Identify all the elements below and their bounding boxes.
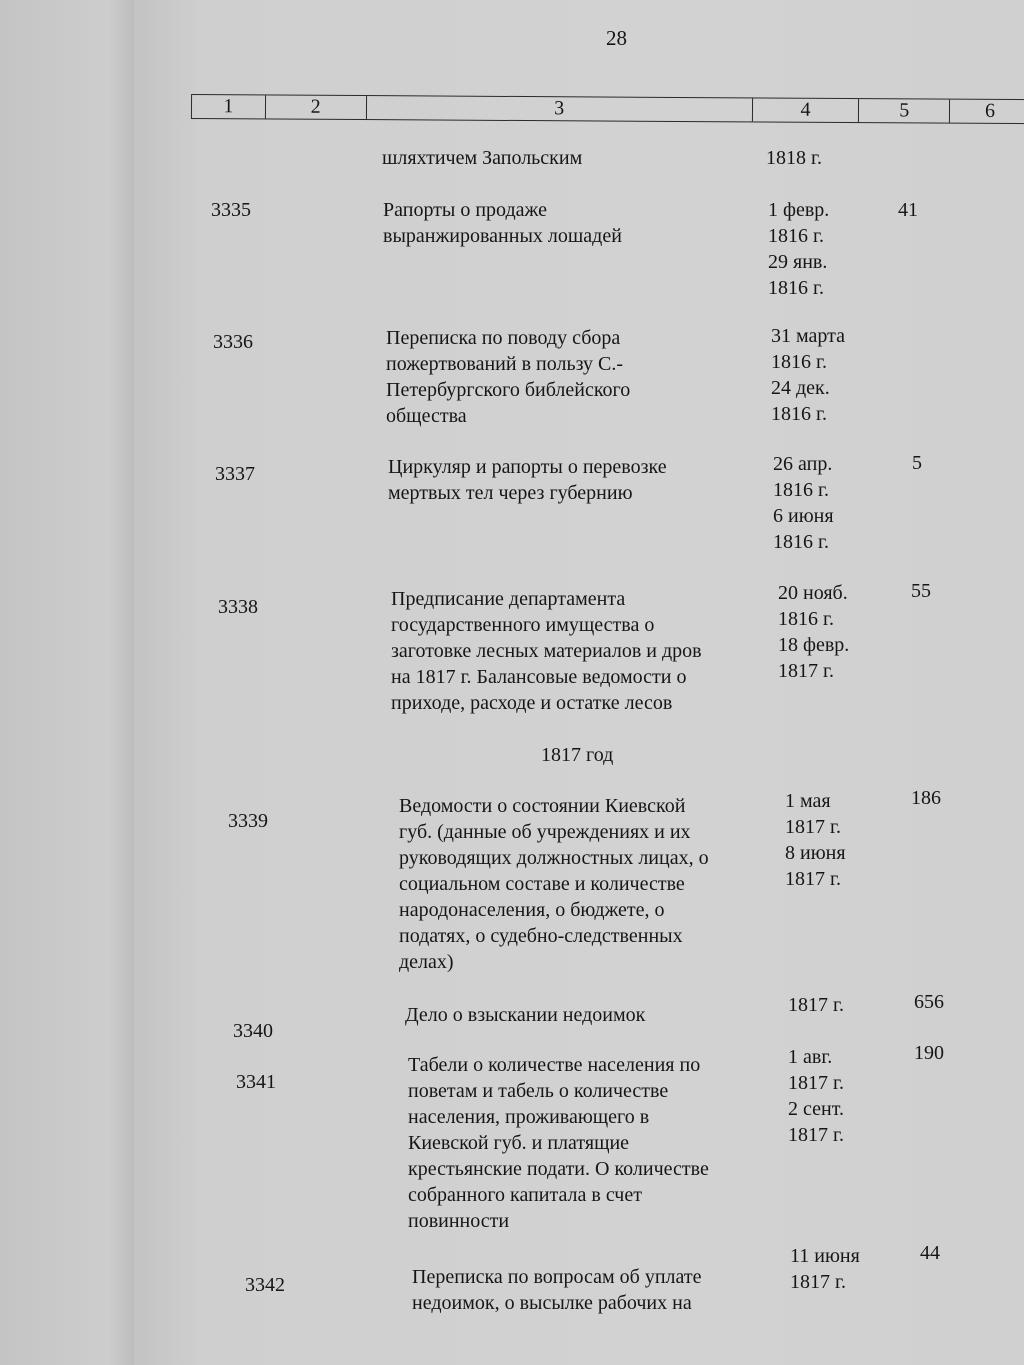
entry-description	[391, 586, 702, 716]
entry-description	[383, 197, 622, 249]
page-number: 28	[606, 26, 627, 50]
entry-sheets: 44	[920, 1242, 940, 1264]
description-line: губ. (данные об учреждениях и их	[399, 821, 691, 843]
date-line: 1817 г.	[788, 1124, 844, 1146]
description-line: приходе, расходе и остатке лесов	[391, 692, 673, 714]
column-header-6: 6	[985, 99, 996, 122]
column-header-1: 1	[192, 95, 266, 118]
date-line: 11 июня	[790, 1245, 860, 1267]
description-line: недоимок, о высылке рабочих на	[412, 1292, 692, 1314]
description-line: Ведомости о состоянии Киевской	[399, 795, 686, 817]
continuation-date: 1818 г.	[766, 147, 822, 169]
entry-sheets: 186	[911, 787, 941, 809]
description-line: мертвых тел через губернию	[388, 482, 633, 504]
date-line: 29 янв.	[768, 251, 828, 273]
description-line: народонаселения, о бюджете, о	[399, 899, 665, 921]
column-header-5: 5	[859, 99, 950, 123]
date-line: 31 марта	[771, 325, 845, 347]
date-line: 24 дек.	[771, 377, 830, 399]
description-line: населения, проживающего в	[408, 1106, 650, 1128]
entry-sheets: 656	[914, 991, 944, 1013]
date-line: 1817 г.	[788, 1072, 844, 1094]
description-line: Переписка по поводу сбора	[386, 327, 621, 349]
description-line: заготовке лесных материалов и дров	[391, 640, 702, 662]
description-line: Циркуляр и рапорты о перевозке	[388, 456, 667, 478]
date-line: 1816 г.	[778, 608, 834, 630]
entry-dates	[771, 323, 845, 427]
entry-number: 3338	[218, 596, 258, 618]
date-line: 1817 г.	[778, 660, 834, 682]
entry-number: 3336	[213, 331, 253, 353]
date-line: 1816 г.	[771, 351, 827, 373]
description-line: Предписание департамента	[391, 588, 626, 610]
date-line: 1816 г.	[768, 225, 824, 247]
entry-dates	[773, 451, 834, 555]
left-page-edge	[0, 0, 134, 1365]
section-heading-year: 1817 год	[541, 744, 614, 766]
column-header-3: 3	[367, 96, 753, 121]
description-line: крестьянские подати. О количестве	[408, 1158, 709, 1180]
entry-number: 3335	[211, 199, 251, 221]
description-line: руководящих должностных лицах, о	[399, 847, 709, 869]
date-line: 8 июня	[785, 842, 846, 864]
entry-dates	[778, 580, 849, 684]
description-line: пожертвований в пользу С.-	[386, 353, 624, 375]
entry-description	[408, 1052, 709, 1234]
description-line: Переписка по вопросам об уплате	[412, 1266, 702, 1288]
date-line: 1816 г.	[771, 403, 827, 425]
column-header-4: 4	[753, 98, 860, 122]
description-line: поветам и табель о количестве	[408, 1080, 669, 1102]
description-line: Петербургского библейского	[386, 379, 631, 401]
date-line: 2 сент.	[788, 1098, 844, 1120]
continuation-description: шляхтичем Запольским	[382, 147, 583, 169]
entry-dates	[788, 992, 844, 1018]
date-line: 18 февр.	[778, 634, 850, 656]
entry-dates	[790, 1243, 860, 1295]
date-line: 1816 г.	[773, 479, 829, 501]
date-line: 1816 г.	[768, 277, 824, 299]
entry-description	[386, 325, 630, 429]
date-line: 1816 г.	[773, 531, 829, 553]
entry-description	[399, 793, 709, 975]
entry-number: 3342	[245, 1274, 285, 1296]
description-line: на 1817 г. Балансовые ведомости о	[391, 666, 687, 688]
date-line: 20 нояб.	[778, 582, 848, 604]
entry-number: 3339	[228, 810, 268, 832]
entry-dates	[768, 197, 829, 301]
description-line: собранного капитала в счет	[408, 1184, 642, 1206]
entry-sheets: 190	[914, 1042, 944, 1064]
entry-description	[388, 454, 667, 506]
description-line: Табели о количестве населения по	[408, 1054, 701, 1076]
description-line: выранжированных лошадей	[383, 225, 622, 247]
description-line: Дело о взыскании недоимок	[405, 1004, 646, 1026]
date-line: 1 авг.	[788, 1046, 833, 1068]
entry-number: 3341	[236, 1071, 276, 1093]
entry-description	[412, 1264, 701, 1316]
description-line: Киевской губ. и платящие	[408, 1132, 630, 1154]
description-line: социальном составе и количестве	[399, 873, 685, 895]
description-line: податях, о судебно-следственных	[399, 925, 683, 947]
date-line: 1817 г.	[788, 994, 844, 1016]
description-line: государственного имущества о	[391, 614, 655, 636]
column-header-row	[191, 94, 1024, 124]
entry-sheets: 41	[898, 199, 918, 221]
date-line: 1817 г.	[790, 1271, 846, 1293]
entry-number: 3340	[233, 1020, 273, 1042]
entry-dates	[785, 788, 846, 892]
entry-number: 3337	[215, 463, 255, 485]
description-line: делах)	[399, 951, 454, 973]
description-line: общества	[386, 405, 467, 427]
date-line: 1817 г.	[785, 816, 841, 838]
entry-description	[405, 1002, 645, 1028]
description-line: повинности	[408, 1210, 510, 1232]
column-header-2: 2	[266, 95, 367, 119]
date-line: 26 апр.	[773, 453, 833, 475]
entry-sheets: 55	[911, 580, 931, 602]
date-line: 1 мая	[785, 790, 831, 812]
description-line: Рапорты о продаже	[383, 199, 547, 221]
entry-dates	[788, 1044, 844, 1148]
entry-sheets: 5	[912, 452, 922, 474]
date-line: 1 февр.	[768, 199, 830, 221]
date-line: 1817 г.	[785, 868, 841, 890]
date-line: 6 июня	[773, 505, 834, 527]
